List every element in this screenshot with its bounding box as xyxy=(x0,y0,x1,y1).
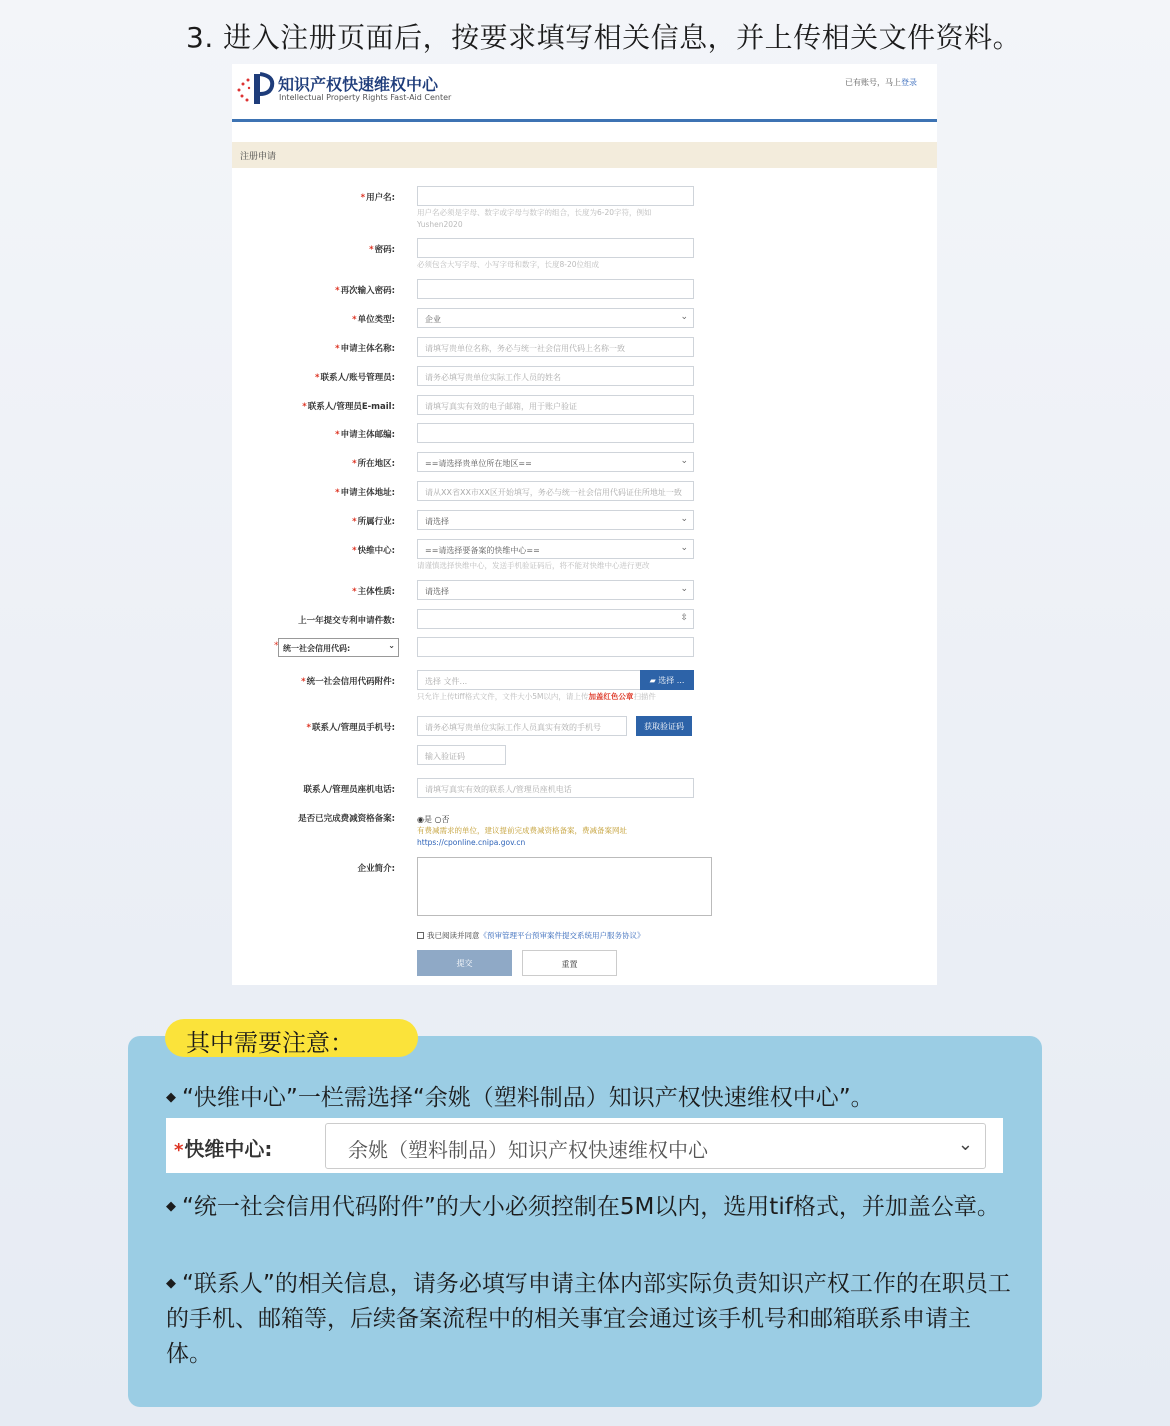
address-input[interactable]: 请从XX省XX市XX区开始填写，务必与统一社会信用代码证住所地址一致 xyxy=(417,481,694,501)
subject-name-input[interactable]: 请填写贵单位名称，务必与统一社会信用代码上名称一致 xyxy=(417,337,694,357)
region-select[interactable]: ==请选择贵单位所在地区== ⌄ xyxy=(417,452,694,472)
verify-code-input[interactable]: 输入验证码 xyxy=(417,745,506,765)
ip-center-logo-icon xyxy=(234,70,276,106)
note-item: ◆ “联系人”的相关信息，请务必填写申请主体内部实际负责知识产权工作的在职员工的手机、邮箱等，后续备案流程中的相关事宜会通过该手机号和邮箱联系申请主体。 xyxy=(166,1271,1011,1367)
fee-label: 是否已完成费减资格备案: xyxy=(298,814,395,824)
file-hint: 只允许上传tiff格式文件，文件大小5M以内，请上传加盖红色公章扫描件 xyxy=(417,692,656,701)
submit-button[interactable]: 提交 xyxy=(417,950,512,976)
notes-tag: 其中需要注意： xyxy=(165,1019,418,1057)
reset-button[interactable]: 重置 xyxy=(522,950,617,976)
unit-type-select[interactable]: 企业 ⌄ xyxy=(417,308,694,328)
diamond-bullet-icon: ◆ xyxy=(166,1090,176,1105)
password-hint: 必须包含大写字母、小写字母和数字，长度8-20位组成 xyxy=(417,260,600,269)
logo-title-en: Intellectual Property Rights Fast-Aid Center xyxy=(279,93,452,102)
login-link[interactable]: 登录 xyxy=(901,78,917,87)
folder-icon: ▰ xyxy=(649,676,656,685)
radio-yes[interactable]: ◉是 xyxy=(417,815,432,824)
industry-select[interactable]: 请选择 ⌄ xyxy=(417,510,694,530)
fee-url-link[interactable]: https://cponline.cnipa.gov.cn xyxy=(417,838,526,847)
patent-count-label: 上一年提交专利申请件数: xyxy=(298,616,395,626)
note-item: ◆ “快维中心”一栏需选择“余姚（塑料制品）知识产权快速维权中心”。 xyxy=(166,1085,874,1111)
center-select[interactable]: ==请选择要备案的快维中心== ⌄ xyxy=(417,539,694,559)
postcode-input[interactable] xyxy=(417,423,694,443)
required-mark: * xyxy=(274,641,279,651)
file-choose-button[interactable]: ▰ 选择 ... xyxy=(640,670,694,690)
industry-label: *所属行业: xyxy=(352,517,395,527)
intro-textarea[interactable] xyxy=(417,857,712,916)
subject-name-label: *申请主体名称: xyxy=(335,344,395,354)
email-label: *联系人/管理员E-mail: xyxy=(302,402,395,412)
step-title: 3. 进入注册页面后，按要求填写相关信息，并上传相关文件资料。 xyxy=(186,21,1022,54)
center-hint: 请谨慎选择快维中心，发送手机验证码后，将不能对快维中心进行更改 xyxy=(417,561,650,570)
file-path-input[interactable]: 选择 文件... xyxy=(417,670,641,690)
fee-radio-group xyxy=(417,814,450,825)
nature-label: *主体性质: xyxy=(352,587,395,597)
chevron-down-icon: ⌄ xyxy=(957,1134,973,1155)
diamond-bullet-icon: ◆ xyxy=(166,1276,176,1291)
password-label: *密码: xyxy=(369,245,395,255)
phone-input[interactable]: 请务必填写贵单位实际工作人员真实有效的手机号 xyxy=(417,716,627,736)
landline-label: 联系人/管理员座机电话: xyxy=(303,785,395,795)
password-input[interactable] xyxy=(417,238,694,258)
center-sample xyxy=(166,1118,1003,1173)
contact-label: *联系人/账号管理员: xyxy=(315,373,395,383)
agreement-row: 我已阅读并同意《预审管理平台预审案件提交系统用户服务协议》 xyxy=(417,930,645,941)
password-confirm-input[interactable] xyxy=(417,279,694,299)
sample-center-select[interactable]: 余姚（塑料制品）知识产权快速维权中心 ⌄ xyxy=(325,1123,986,1169)
address-label: *申请主体地址: xyxy=(335,488,395,498)
note-item: ◆ “统一社会信用代码附件”的大小必须控制在5M以内，选用tif格式，并加盖公章。 xyxy=(166,1194,1000,1220)
registration-page-screenshot xyxy=(232,64,937,985)
username-input[interactable] xyxy=(417,186,694,206)
region-label: *所在地区: xyxy=(352,459,395,469)
diamond-bullet-icon: ◆ xyxy=(166,1199,176,1214)
credit-attach-label: *统一社会信用代码附件: xyxy=(301,677,395,687)
center-label: *快维中心: xyxy=(352,546,395,556)
intro-label: 企业简介: xyxy=(357,864,395,874)
chevron-down-icon: ⌄ xyxy=(680,312,688,322)
protocol-link[interactable]: 《预审管理平台预审案件提交系统用户服务协议》 xyxy=(479,931,645,940)
chevron-down-icon: ⌄ xyxy=(388,641,395,650)
agree-checkbox[interactable] xyxy=(417,932,424,939)
nature-select[interactable]: 请选择 ⌄ xyxy=(417,580,694,600)
username-label: *用户名: xyxy=(360,193,395,203)
credit-code-type-select[interactable]: 统一社会信用代码: ⌄ xyxy=(278,638,399,657)
fee-warning: 有费减需求的单位，建议提前完成费减资格备案，费减备案网址https://cponline.cnipa.gov.cn xyxy=(417,826,627,847)
chevron-down-icon: ⌄ xyxy=(680,456,688,466)
login-hint-text: 已有账号，马上 xyxy=(845,78,901,87)
login-hint xyxy=(845,77,917,88)
chevron-down-icon: ⌄ xyxy=(680,584,688,594)
password-confirm-label: *再次输入密码: xyxy=(335,286,395,296)
postcode-label: *申请主体邮编: xyxy=(335,430,395,440)
sample-label: *快维中心: xyxy=(174,1137,273,1161)
site-header xyxy=(232,64,937,122)
phone-label: *联系人/管理员手机号: xyxy=(306,723,395,733)
chevron-down-icon: ⌄ xyxy=(680,543,688,553)
get-code-button[interactable]: 获取验证码 xyxy=(636,716,692,736)
contact-input[interactable]: 请务必填写贵单位实际工作人员的姓名 xyxy=(417,366,694,386)
logo-title-cn: 知识产权快速维权中心 xyxy=(278,75,439,94)
section-title: 注册申请 xyxy=(232,142,937,168)
radio-no[interactable]: ○否 xyxy=(434,815,450,824)
unit-type-label: *单位类型: xyxy=(352,315,395,325)
landline-input[interactable]: 请填写真实有效的联系人/管理员座机电话 xyxy=(417,778,694,798)
spinner-icon[interactable]: ⇳ xyxy=(680,613,688,623)
credit-code-input[interactable] xyxy=(417,637,694,657)
email-input[interactable]: 请填写真实有效的电子邮箱，用于账户验证 xyxy=(417,395,694,415)
patent-count-input[interactable] xyxy=(417,609,694,629)
chevron-down-icon: ⌄ xyxy=(680,514,688,524)
username-hint: 用户名必须是字母、数字或字母与数字的组合，长度为6-20字符，例如Yushen2020 xyxy=(417,208,652,229)
